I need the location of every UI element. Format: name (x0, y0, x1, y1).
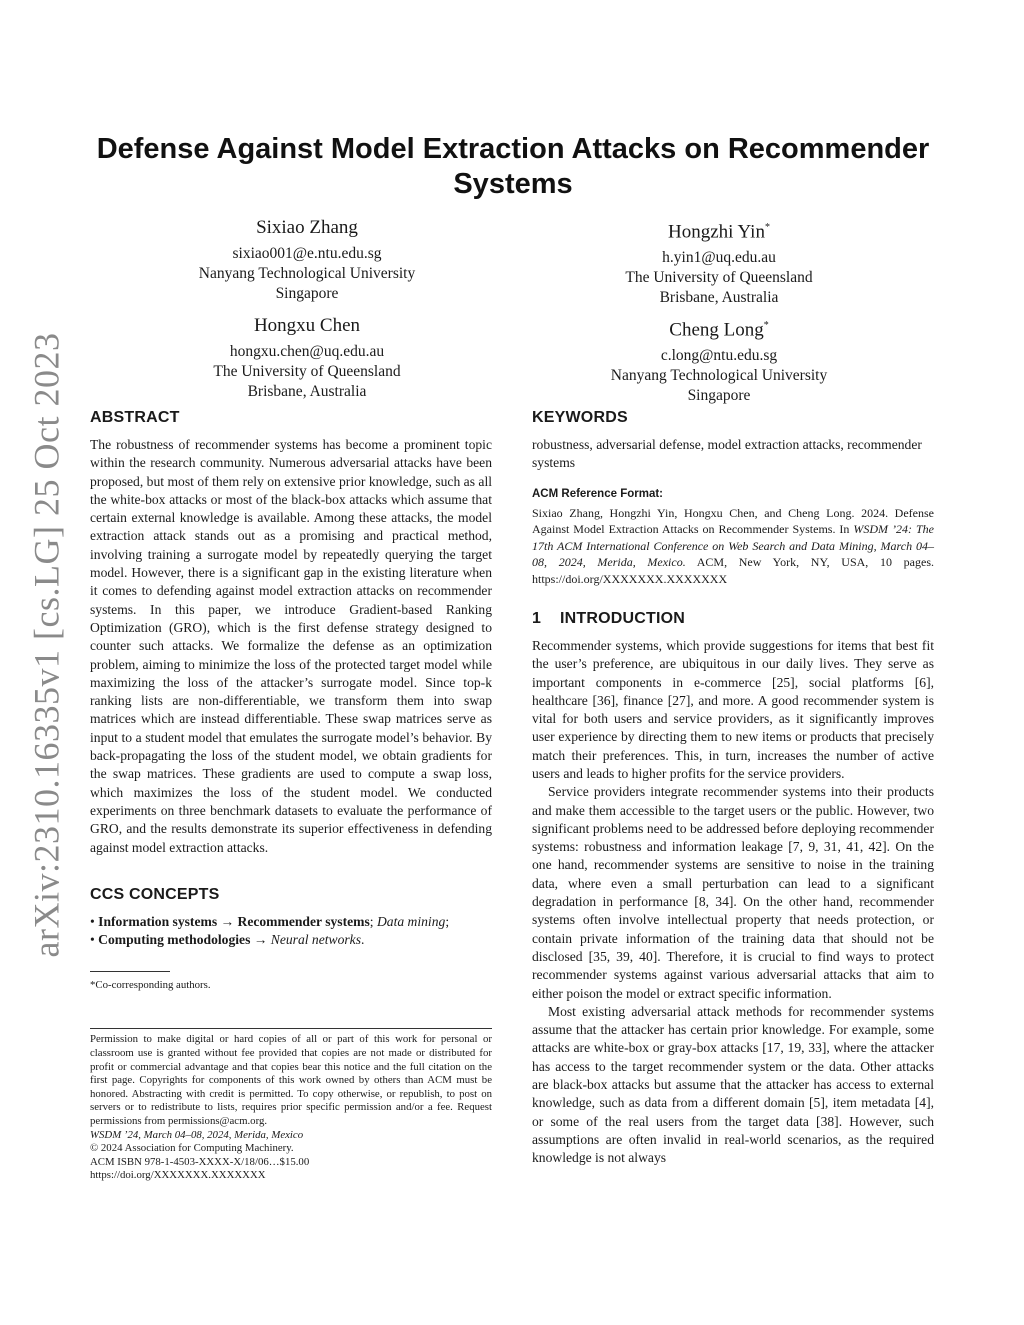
separator: ; (369, 913, 377, 929)
doi-link[interactable]: https://doi.org/XXXXXXX.XXXXXXX (90, 1169, 266, 1182)
left-column (90, 408, 492, 1183)
author-name: Hongxu Chen (253, 315, 361, 336)
intro-paragraph: Service providers integrate recommender systems into their products and make them accessible to the target users or the public. However, two significant problems need to be addressed before deploying recommender systems: robustness and information leakage [7, 9, 31, 41, 42]. On the one hand, recommender systems are sensitive to noise in the training data, where even a small perturbation can lead to a significant degradation in performance [8, 34]. On the other hand, recommender systems often involve intellectual property that needs protection, or contain private information of the training data that should not be disclosed [35, 39, 40]. Therefore, it is crucial to find ways to protect recommender systems against various adversarial attacks that aim to either poison the model or extract specific information. (532, 784, 934, 1001)
ccs-line (90, 931, 492, 949)
permission-rule (90, 1028, 492, 1029)
author-affiliation: The University of Queensland (625, 269, 813, 287)
acm-reference (532, 505, 934, 587)
ccs-subconcept: Neural networks (270, 932, 361, 948)
reference-text: Sixiao Zhang, Hongzhi Yin, Hongxu Chen, and Cheng Long. 2024. Defense Against Model Extraction Attacks on Recommender Systems. In (532, 505, 934, 537)
keywords-heading: KEYWORDS (532, 409, 628, 426)
separator: ; (445, 913, 450, 929)
section-number: 1 (532, 609, 542, 627)
author-affiliation: Nanyang Technological University (610, 367, 828, 385)
author-affiliation: The University of Queensland (213, 363, 401, 380)
author-name: Cheng Long (669, 319, 764, 341)
bullet: • (90, 932, 95, 948)
keywords-text: robustness, adversarial defense, model extraction attacks, recommender systems (532, 437, 922, 471)
acm-reference-heading: ACM Reference Format: (532, 487, 663, 500)
author-affiliation: Nanyang Technological University (198, 265, 416, 282)
author-location: Brisbane, Australia (659, 289, 779, 307)
copyright-line: © 2024 Association for Computing Machinery. (90, 1142, 294, 1155)
author-block (554, 216, 884, 308)
isbn-line: ACM ISBN 978-1-4503-XXXX-X/18/06…$15.00 (90, 1155, 310, 1168)
permission-notice: Permission to make digital or hard copies of all or part of this work for personal or classroom use is granted without fee provided that copies are not made or distributed for profit or commercial advantage and that copies bear this notice and the full citation on the first page. Copyrights for components of this work owned by others than ACM must be honored. Abstracting with credit is permitted. To copy otherwise, or republish, to post on servers or to redistribute to lists, requires prior specific permission and/or a fee. Request permissions from permissions@acm.org. (90, 1033, 492, 1127)
separator: . (361, 932, 365, 948)
bullet: • (90, 913, 95, 929)
right-column (532, 408, 934, 1168)
ccs-concept: Computing methodologies → (98, 932, 271, 948)
author-location: Singapore (275, 285, 339, 302)
corresponding-mark: * (763, 320, 769, 331)
author-name: Sixiao Zhang (256, 217, 358, 238)
author-location: Singapore (687, 387, 751, 405)
author-block (142, 314, 472, 402)
footnote: *Co-corresponding authors. (90, 979, 211, 992)
arxiv-id: arXiv:2310.16335v1 [cs.LG] 25 Oct 2023 (26, 332, 66, 958)
author-email: sixiao001@e.ntu.edu.sg (232, 245, 382, 262)
arxiv-side-stamp (20, 332, 72, 958)
author-email: h.yin1@uq.edu.au (662, 249, 776, 267)
abstract-heading: ABSTRACT (90, 409, 180, 426)
introduction-section (532, 609, 934, 1168)
author-block (554, 314, 884, 406)
footnote-rule (90, 971, 170, 972)
ccs-concept: Information systems → Recommender systems (98, 913, 370, 929)
ccs-subconcept: Data mining (376, 913, 446, 929)
reference-venue: WSDM ’24: The 17th ACM International Conference on Web Search and Data Mining, March 04–08, 2024, Merida, Mexico. (532, 522, 934, 570)
paper-title: Defense Against Model Extraction Attacks on Recommender Systems (96, 133, 930, 200)
corresponding-mark: * (764, 222, 770, 233)
reference-text: ACM, New York, NY, USA, 10 pages. https://doi.org/XXXXXXX.XXXXXXX (532, 555, 934, 586)
abstract-text: The robustness of recommender systems has become a prominent topic within the research community. Numerous adversarial attacks have been proposed, but most of them rely on extensive prior knowledge, such as all the white-box attacks or most of the black-box attacks which assume that certain external knowledge is available. Among these attacks, the model extraction attack stands out as a promising and practical method, involving training a surrogate model by repeatedly querying the target model. However, there is a significant gap in the existing literature when it comes to defending against model extraction attacks on recommender systems. In this paper, we introduce Gradient-based Ranking Optimization (GRO), which is the first defense strategy designed to counter such attacks. We formalize the defense as an optimization problem, aiming to minimize the loss of the protected target model while maximizing the loss of the attacker’s surrogate model. Since top-k ranking lists are non-differentiable, we transform them into swap matrices which are instead differentiable. These swap matrices serve as input to a student model that emulates the surrogate model’s behavior. By back-propagating the loss of the student model, we obtain gradients for the swap matrices. These gradients are used to compute a swap loss, which maximizes the loss of the student model. We conducted experiments on three benchmark datasets to evaluate the performance of GRO, and the results demonstrate its superior effectiveness in defending against model extraction attacks. (90, 437, 492, 855)
author-location: Brisbane, Australia (247, 383, 367, 400)
ccs-heading: CCS CONCEPTS (90, 885, 220, 903)
intro-paragraph: Most existing adversarial attack methods for recommender systems assume that the attacker has certain prior knowledge. For example, some attacks are white-box or gray-box attacks [17, 19, 33], where the attacker has access to the target recommender system or the data. Other attacks are black-box attacks but assume that the attacker has access to external knowledge, such as data from a different domain [5], item metadata [4], or some of the real users from the target data [38]. However, such assumptions are often invalid in real-world scenarios, as the required knowledge is not always (532, 1003, 934, 1166)
author-name: Hongzhi Yin (668, 221, 765, 243)
section-title: INTRODUCTION (560, 609, 686, 627)
author-email: hongxu.chen@uq.edu.au (229, 343, 385, 360)
conference-line: WSDM ’24, March 04–08, 2024, Merida, Mexico (90, 1128, 304, 1141)
ccs-line (90, 913, 492, 931)
author-block (142, 216, 472, 304)
intro-paragraph: Recommender systems, which provide suggestions for items that best fit the user’s preference, are ubiquitous in our daily lives. They serve as important components in e-commerce [25], social platforms [6], healthcare [36], finance [27], and more. A good recommender system is vital for both users and service providers, as it significantly improves user experience by directing them to new items or products that precisely match their preferences. This, in turn, increases the number of active users and leads to higher profits for the service providers. (532, 637, 934, 781)
introduction-heading (532, 609, 934, 629)
ccs-concepts (90, 885, 492, 950)
author-email: c.long@ntu.edu.sg (660, 347, 778, 365)
